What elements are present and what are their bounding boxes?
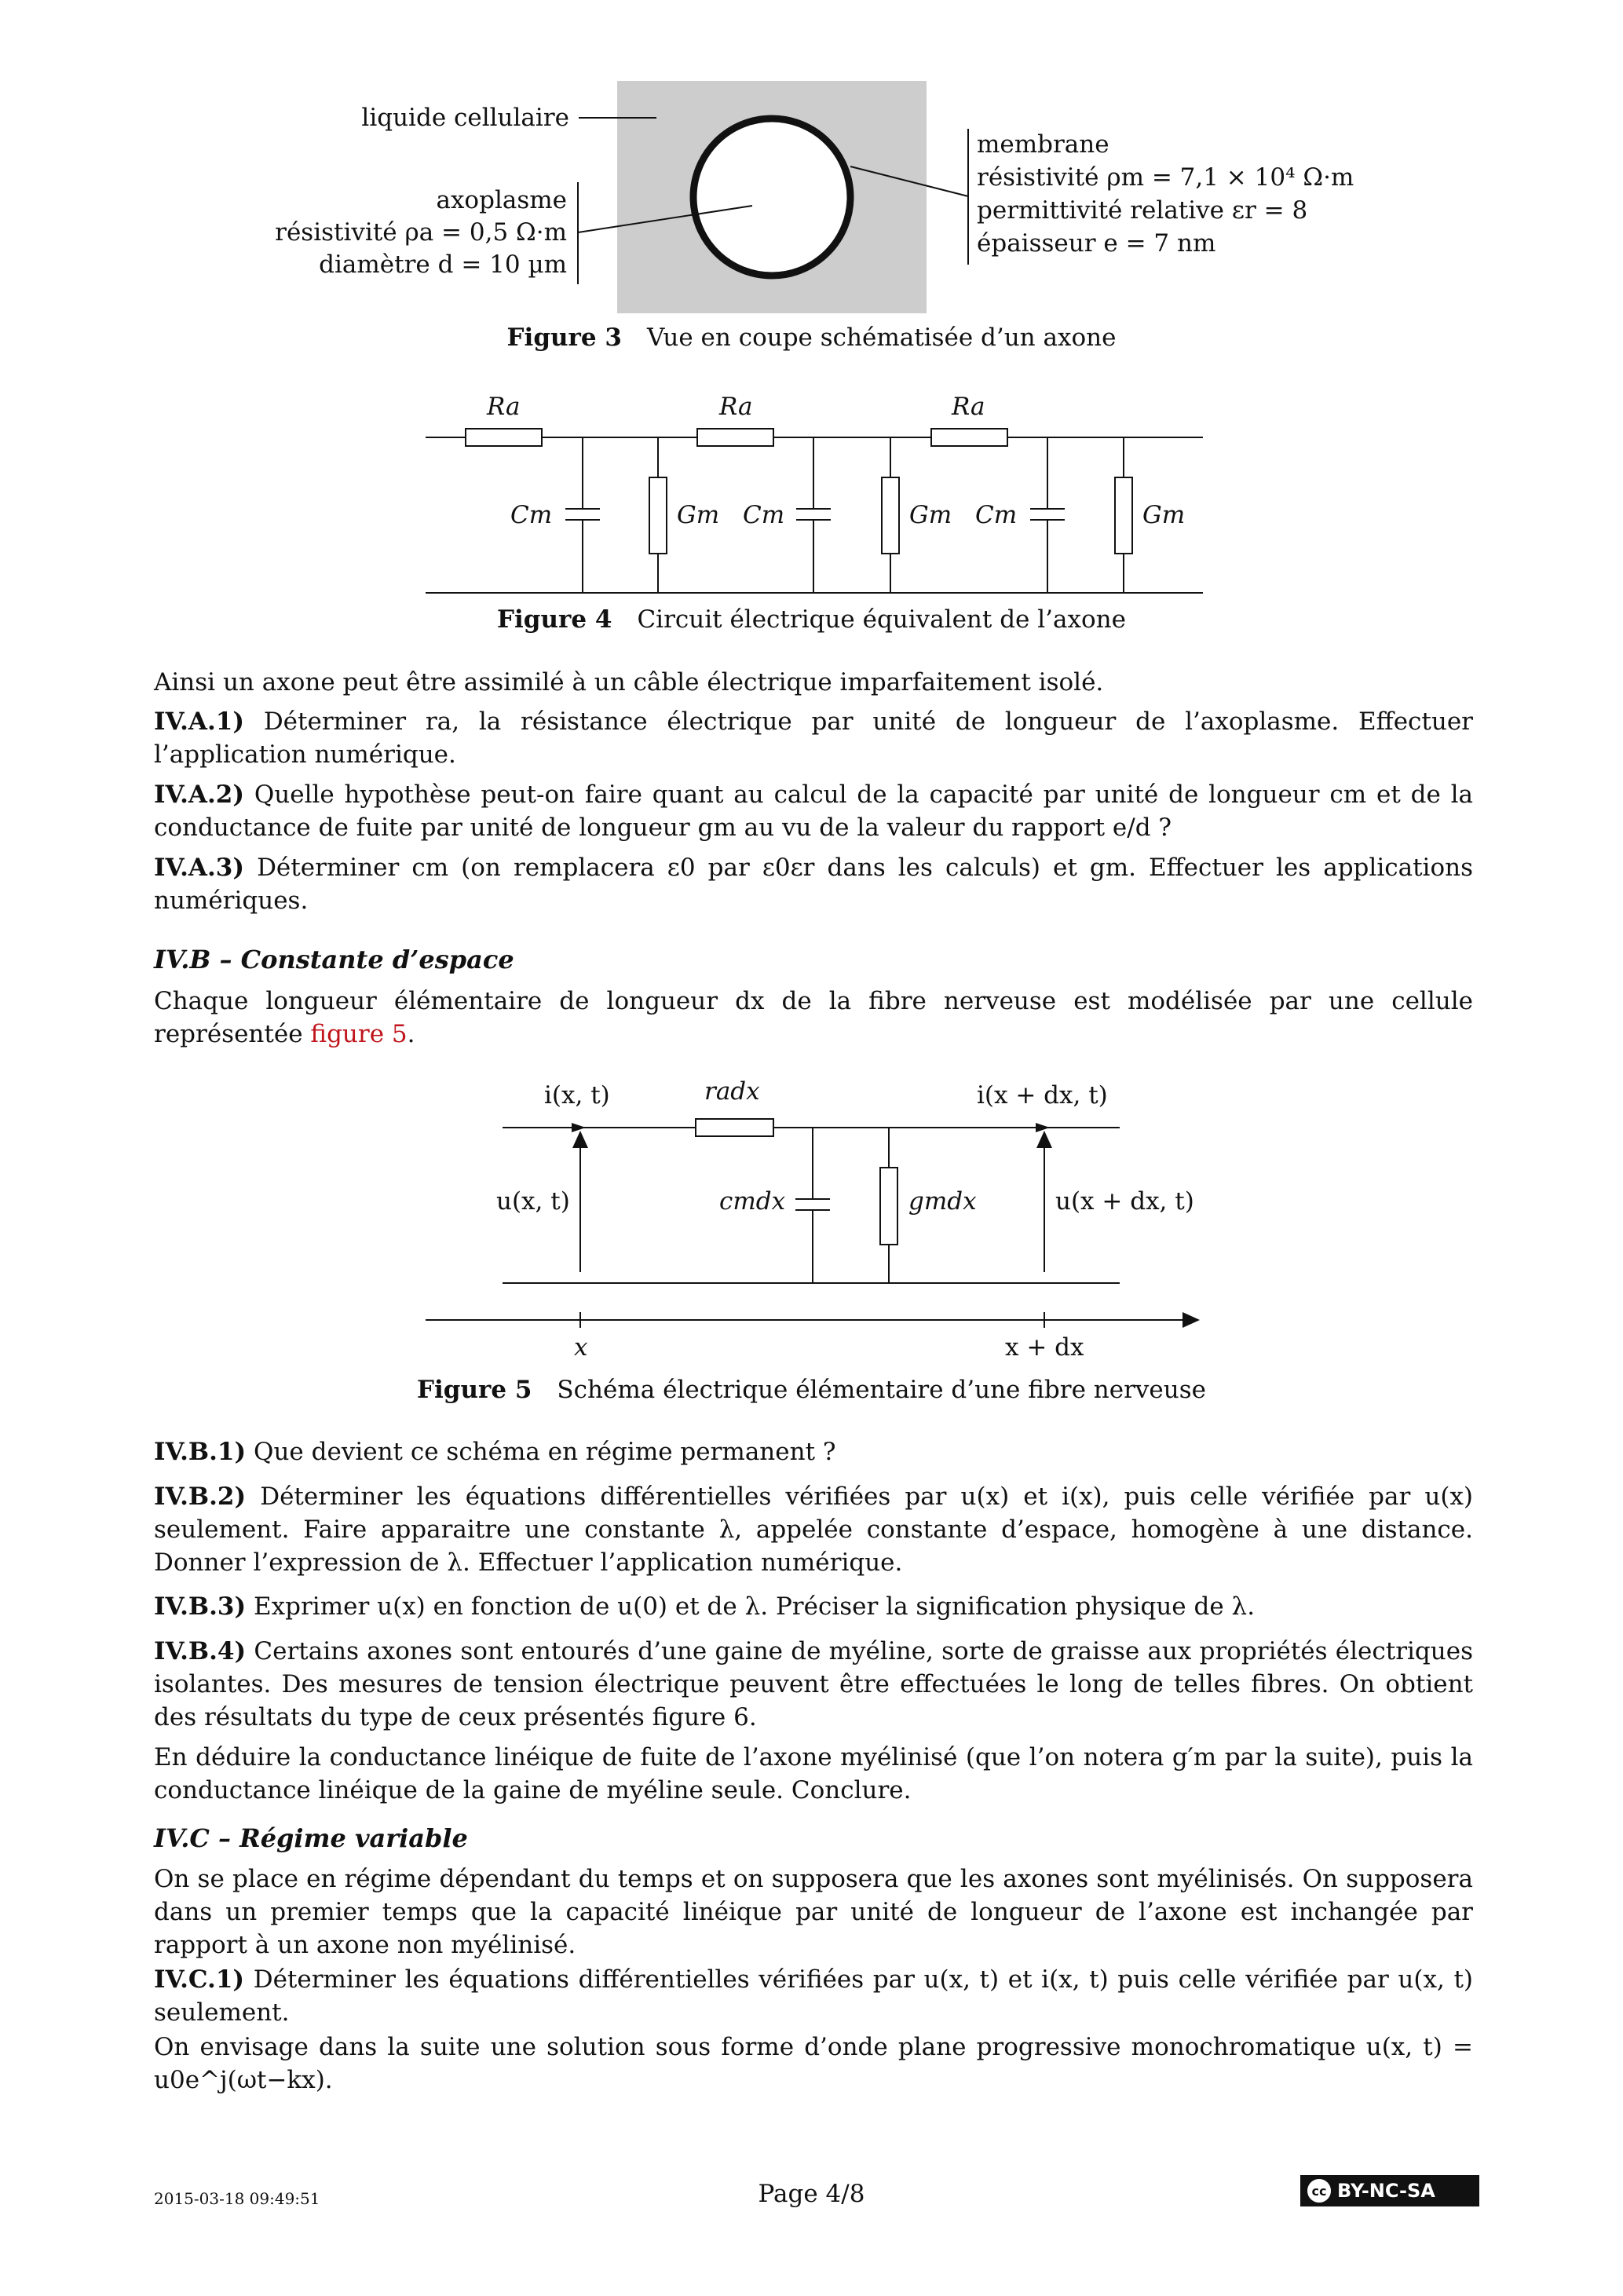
label-ra-dx: radx xyxy=(704,1077,760,1106)
figure-5-link[interactable]: figure 5 xyxy=(310,1020,408,1048)
IVB-intro xyxy=(154,985,1473,1051)
cc-icon: cc xyxy=(1306,2177,1332,2204)
license-badge xyxy=(1300,2175,1479,2206)
label-u-x-t: u(x, t) xyxy=(496,1187,570,1216)
figure-3-diagram xyxy=(0,0,1623,361)
question-IVB2-text: Déterminer les équations différentielles vérifiées par u(x) et i(x), puis celle vérifiée par u(x) seulement. Faire apparaitre une constante λ, appelée constante d’espace, homogène à une distance. Donner l’expression de λ. Effectuer l’application numérique. xyxy=(154,1483,1473,1577)
IVB-intro-text: Chaque longueur élémentaire de longueur dx de la fibre nerveuse est modélisée par une cellule représentée xyxy=(154,987,1473,1048)
axis-label-x-dx: x + dx xyxy=(1005,1333,1084,1362)
question-IVC1 xyxy=(154,1963,1473,2029)
resistor-label-2: Ra xyxy=(719,393,753,421)
IVB-intro-end: . xyxy=(407,1020,415,1048)
resistor-label-3: Ra xyxy=(952,393,985,421)
question-IVB2-label: IV.B.2) xyxy=(154,1483,247,1511)
label-u-x-dx-t: u(x + dx, t) xyxy=(1055,1187,1194,1216)
figure-3-caption-label: Figure 3 xyxy=(506,324,622,352)
label-i-x-t: i(x, t) xyxy=(544,1081,610,1110)
figure-5-circuit xyxy=(0,1068,1623,1382)
capacitor-label-2: Cm xyxy=(743,501,785,529)
section-IVC-heading: IV.C – Régime variable xyxy=(154,1823,468,1853)
question-IVA3 xyxy=(154,851,1473,917)
question-IVB4-label: IV.B.4) xyxy=(154,1637,247,1665)
question-IVB3-label: IV.B.3) xyxy=(154,1592,247,1621)
question-IVA3-text: Déterminer cm (on remplacera ε0 par ε0εr dans les calculs) et gm. Effectuer les applications numériques. xyxy=(154,854,1473,915)
question-IVA2 xyxy=(154,778,1473,844)
figure-5-caption-label: Figure 5 xyxy=(417,1376,532,1404)
question-IVA2-label: IV.A.2) xyxy=(154,781,245,809)
conductance-label-2: Gm xyxy=(909,501,952,529)
figure-3-caption-text: Vue en coupe schématisée d’un axone xyxy=(646,324,1117,352)
question-IVA2-text: Quelle hypothèse peut-on faire quant au calcul de la capacité par unité de longueur cm et de la conductance de fuite par unité de longueur gm au vu de la valeur du rapport e/d ? xyxy=(154,781,1473,842)
license-text: BY-NC-SA xyxy=(1337,2180,1435,2202)
question-IVB1-label: IV.B.1) xyxy=(154,1438,247,1466)
label-cm-dx: cmdx xyxy=(719,1187,786,1216)
question-IVB3 xyxy=(154,1590,1473,1623)
question-IVB2 xyxy=(154,1480,1473,1579)
question-IVB3-text: Exprimer u(x) en fonction de u(0) et de λ. Préciser la signification physique de λ. xyxy=(254,1592,1256,1621)
label-membrane: membrane xyxy=(977,130,1109,159)
figure-4-circuit xyxy=(0,377,1623,612)
axon-membrane-ring xyxy=(693,119,850,276)
label-axoplasme-diametre: diamètre d = 10 µm xyxy=(319,250,567,279)
label-membrane-epaisseur: épaisseur e = 7 nm xyxy=(977,229,1216,258)
capacitor-label-1: Cm xyxy=(510,501,553,529)
IVC-last-line: On envisage dans la suite une solution sous forme d’onde plane progressive monochromatique u(x, t) = u0e^j(ωt−kx). xyxy=(154,2033,1473,2094)
figure-3-caption xyxy=(0,324,1623,352)
figure-4-caption-label: Figure 4 xyxy=(497,605,612,634)
label-liquide-cellulaire: liquide cellulaire xyxy=(361,104,569,132)
section-IVB-heading: IV.B – Constante d’espace xyxy=(154,945,514,974)
figure-4-caption-text: Circuit électrique équivalent de l’axone xyxy=(637,605,1126,634)
conductance-label-3: Gm xyxy=(1142,501,1186,529)
label-axoplasme-resistivite: résistivité ρa = 0,5 Ω·m xyxy=(275,218,567,247)
conductance-label-1: Gm xyxy=(677,501,720,529)
question-IVB4 xyxy=(154,1635,1473,1734)
label-gm-dx: gmdx xyxy=(908,1187,977,1216)
question-IVA1-label: IV.A.1) xyxy=(154,707,245,736)
figure-5-caption-text: Schéma électrique élémentaire d’une fibre nerveuse xyxy=(557,1376,1206,1404)
question-IVA3-label: IV.A.3) xyxy=(154,854,245,882)
question-IVA1-text: Déterminer ra, la résistance électrique par unité de longueur de l’axoplasme. Effectuer l’application numérique. xyxy=(154,707,1474,769)
question-IVC1-text: Déterminer les équations différentielles vérifiées par u(x, t) et i(x, t) puis celle vérifiée par u(x, t) seulement. xyxy=(154,1965,1474,2027)
question-IVB1 xyxy=(154,1435,1473,1468)
page-number: Page 4/8 xyxy=(758,2180,865,2208)
label-membrane-permittivite: permittivité relative εr = 8 xyxy=(977,196,1308,225)
capacitor-label-3: Cm xyxy=(975,501,1018,529)
question-IVC1-label: IV.C.1) xyxy=(154,1965,245,1994)
label-membrane-resistivite: résistivité ρm = 7,1 × 10⁴ Ω·m xyxy=(977,163,1354,192)
footer-timestamp: 2015-03-18 09:49:51 xyxy=(154,2189,320,2208)
IVB4-followup: En déduire la conductance linéique de fuite de l’axone myélinisé (que l’on notera g′m par la suite), puis la conductance linéique de la gaine de myéline seule. Conclure. xyxy=(154,1743,1473,1804)
axis-label-x: x xyxy=(574,1333,588,1362)
figure-4-caption xyxy=(0,605,1623,634)
question-IVA1 xyxy=(154,705,1473,771)
figure-5-caption xyxy=(0,1376,1623,1404)
label-axoplasme: axoplasme xyxy=(436,186,567,214)
question-IVB4-text: Certains axones sont entourés d’une gaine de myéline, sorte de graisse aux propriétés électriques isolantes. Des mesures de tension électrique peuvent être effectuées le long de telles fibres. On obtient des résultats du type de ceux présentés figure 6. xyxy=(154,1637,1473,1731)
resistor-label-1: Ra xyxy=(487,393,521,421)
IVC-intro: On se place en régime dépendant du temps et on supposera que les axones sont myélinisés. On supposera dans un premier temps que la capacité linéique par unité de longueur de l’axone est inchangée par rapport à un axone non myélinisé. xyxy=(154,1865,1473,1959)
question-IVB1-text: Que devient ce schéma en régime permanent ? xyxy=(254,1438,836,1466)
label-i-x-dx-t: i(x + dx, t) xyxy=(977,1081,1108,1110)
intro-text: Ainsi un axone peut être assimilé à un câble électrique imparfaitement isolé. xyxy=(154,668,1104,696)
